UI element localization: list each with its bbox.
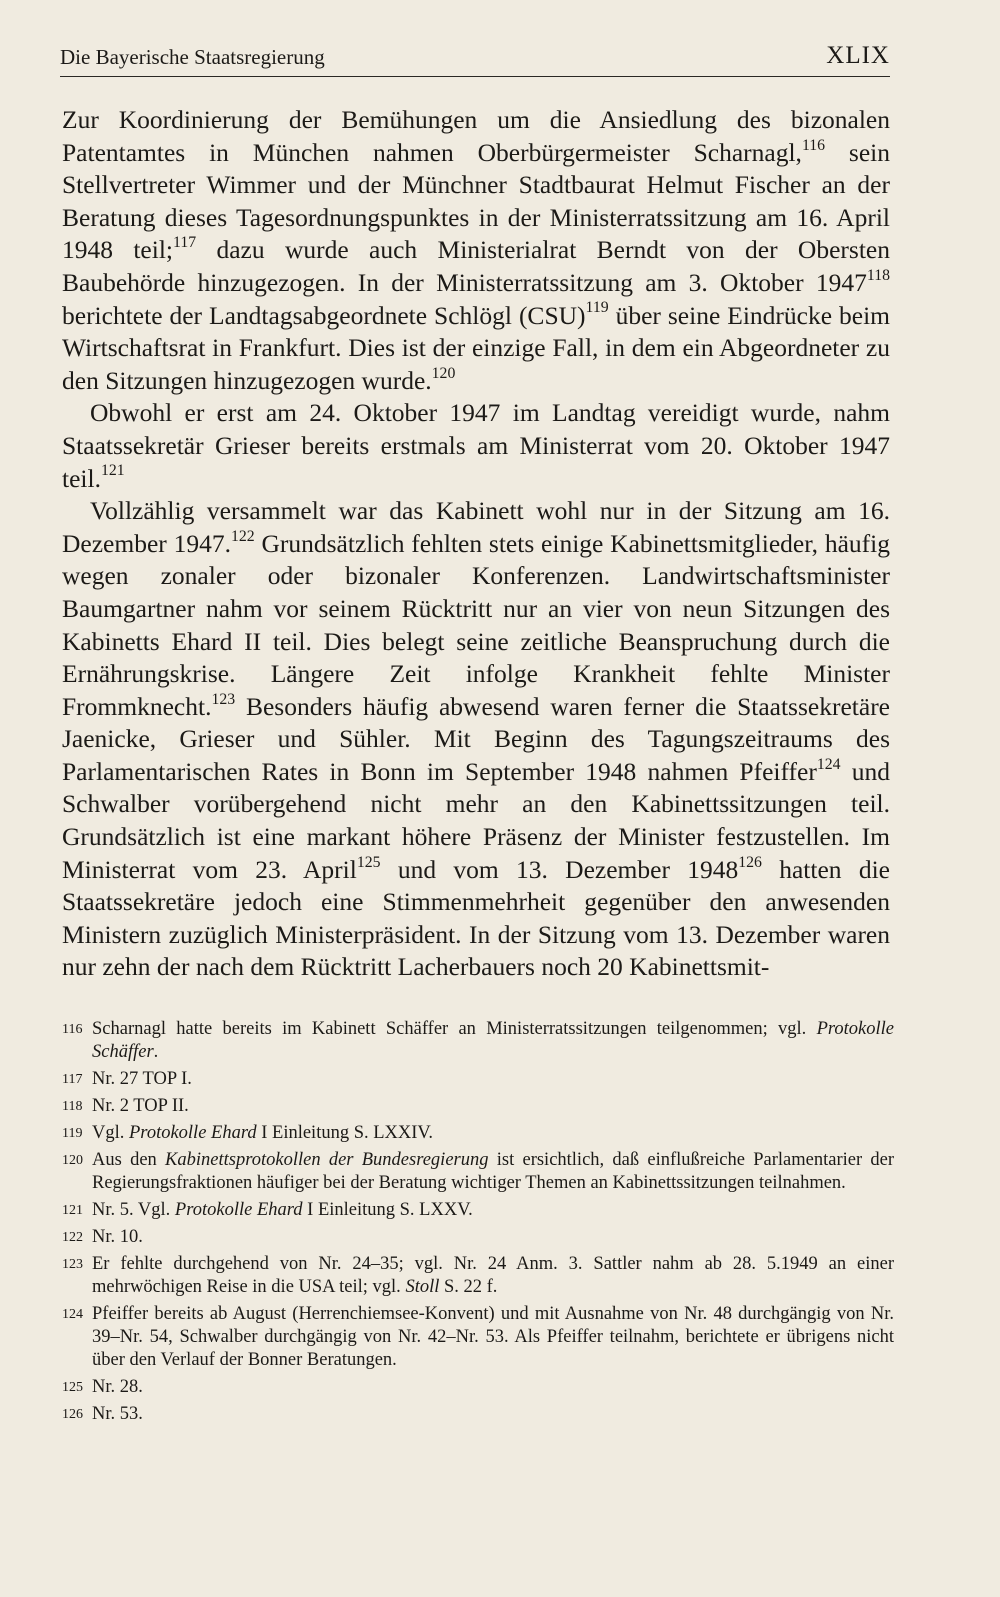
footnote-italic: Protokolle Schäffer [92,1019,894,1062]
text-run: berichtete der Landtagsabgeordnete Schlögl (CSU) [62,300,586,330]
footnote-text: Nr. 5. Vgl. [92,1200,175,1220]
footnote-number: 124 [62,1307,83,1322]
footnote-ref[interactable]: 123 [211,690,236,708]
footnote-ref[interactable]: 122 [230,527,255,545]
footnote-number: 119 [62,1126,83,1141]
running-header [60,36,890,77]
footnote-text: I Einleitung S. LXXIV. [256,1123,434,1143]
running-title: Die Bayerische Staatsregierung [60,45,325,69]
footnote-117 [62,1068,894,1091]
footnote-text: . [153,1042,159,1062]
footnote-text: I Einleitung S. LXXV. [302,1200,473,1220]
footnote-124 [62,1303,894,1372]
footnote-ref[interactable]: 120 [431,364,456,382]
footnote-italic: Protokolle Ehard [174,1200,303,1220]
footnote-121 [62,1199,894,1222]
text-run: Grundsätzlich fehlten stets einige Kabinettsmitglieder, häufig wegen zonaler oder bizonaler Konferenzen. Landwirtschaftsminister Baumgartner nahm vor seinem Rücktritt nur an vier von neun Sitzungen des Kabinetts Ehard II teil. Dies belegt seine zeitliche Beanspruchung durch die Ernährungskrise. Längere Zeit infolge Krankheit fehlte Minister Frommknecht. [62,528,890,721]
paragraph-3 [62,495,890,984]
footnote-number: 121 [62,1203,83,1218]
text-run: über seine Eindrücke beim Wirtschaftsrat in Frankfurt. Dies ist der einzige Fall, in dem ein Abgeordneter zu den Sitzungen hinzugezogen wurde. [62,300,890,395]
footnote-text: Nr. 27 TOP I. [92,1069,192,1089]
footnote-125 [62,1376,894,1399]
footnote-ref[interactable]: 124 [816,755,841,773]
footnote-number: 117 [62,1072,83,1087]
footnote-text: Nr. 2 TOP II. [92,1096,189,1116]
footnote-italic: Protokolle Ehard [129,1123,257,1143]
text-run: sein Stellvertreter Wimmer und der Münchner Stadtbaurat Helmut Fischer an der Beratung dieses Tagesordnungspunktes in der Ministerratssitzung am 16. April 1948 teil; [62,137,891,265]
main-text [62,104,890,984]
footnote-text: S. 22 f. [439,1277,498,1297]
footnote-116 [62,1018,894,1064]
footnote-number: 122 [62,1230,83,1245]
footnote-italic: Kabinettsprotokollen der Bundesregierung [165,1150,489,1170]
footnote-123 [62,1253,894,1299]
footnote-italic: Stoll [405,1277,440,1297]
page-number: XLIX [826,42,890,69]
footnote-ref[interactable]: 125 [356,853,381,871]
footnote-number: 123 [62,1257,83,1272]
paragraph-2 [62,397,890,495]
footnote-119 [62,1122,894,1145]
text-run: Vollzählig versammelt war das Kabinett wohl nur in der Sitzung am 16. Dezember 1947. [62,496,890,558]
text-run: Obwohl er erst am 24. Oktober 1947 im Landtag vereidigt wurde, nahm Staatssekretär Grieser bereits erstmals am Ministerrat vom 20. Oktober 1947 teil. [62,398,890,493]
footnote-number: 126 [62,1407,83,1422]
footnote-text: Er fehlte durchgehend von Nr. 24–35; vgl. Nr. 24 Anm. 3. Sattler nahm ab 28. 5.1949 an einer mehrwöchigen Reise in die USA teil; vgl. [92,1254,894,1297]
text-run: Zur Koordinierung der Bemühungen um die Ansiedlung des bizonalen Patentamtes in München nahmen Oberbürgermeister Scharnagl, [62,105,890,167]
footnote-text: Scharnagl hatte bereits im Kabinett Schäffer an Ministerratssitzungen teilgenommen; vgl. [92,1019,817,1039]
footnote-118 [62,1095,894,1118]
footnote-ref[interactable]: 126 [738,853,762,871]
footnote-text: Vgl. [92,1123,129,1143]
footnotes [62,1018,894,1430]
footnote-ref[interactable]: 116 [801,136,826,154]
footnote-126 [62,1403,894,1426]
footnote-text: ist ersichtlich, daß einflußreiche Parlamentarier der Regierungsfraktionen häufiger bei der Beratung wichtiger Themen an Kabinettssitzungen teilnahmen. [92,1150,894,1193]
footnote-text: Nr. 28. [92,1377,143,1397]
text-run: und Schwalber vorübergehend nicht mehr an den Kabinettssitzungen teil. Grundsätzlich ist eine markant höhere Präsenz der Minister festzustellen. Im Ministerrat vom 23. April [62,756,891,884]
footnote-ref[interactable]: 118 [866,266,890,284]
footnote-number: 125 [62,1380,83,1395]
footnote-text: Pfeiffer bereits ab August (Herrenchiemsee-Konvent) und mit Ausnahme von Nr. 48 durchgängig von Nr. 39–Nr. 54, Schwalber durchgängig von Nr. 42–Nr. 53. Als Pfeiffer teilnahm, berichtete er übrigens nicht über den Verlauf der Bonner Beratungen. [92,1304,894,1370]
text-run: und vom 13. Dezember 1948 [380,854,739,884]
footnote-120 [62,1149,894,1195]
text-run: Besonders häufig abwesend waren ferner die Staatssekretäre Jaenicke, Grieser und Sühler. Mit Beginn des Tagungszeitraums des Parlamentarischen Rates in Bonn im September 1948 nahmen Pfeiffer [62,691,890,786]
footnote-number: 118 [62,1099,83,1114]
text-run: dazu wurde auch Ministerialrat Berndt von der Obersten Baubehörde hinzugezogen. In der Ministerratssitzung am 3. Oktober 1947 [62,235,890,297]
paragraph-1 [62,104,890,397]
footnote-text: Nr. 10. [92,1227,143,1247]
footnote-number: 120 [62,1153,83,1168]
footnote-122 [62,1226,894,1249]
footnote-ref[interactable]: 121 [100,462,125,480]
footnote-text: Nr. 53. [92,1404,143,1424]
text-run: hatten die Staatssekretäre jedoch eine Stimmenmehrheit gegenüber den anwesenden Ministern zuzüglich Ministerpräsident. In der Sitzung vom 13. Dezember waren nur zehn der nach dem Rücktritt Lacherbauers noch 20 Kabinettsmit- [62,854,890,982]
footnote-ref[interactable]: 119 [585,299,609,317]
footnote-text: Aus den [92,1150,166,1170]
footnote-number: 116 [62,1022,83,1037]
footnote-ref[interactable]: 117 [173,234,197,252]
